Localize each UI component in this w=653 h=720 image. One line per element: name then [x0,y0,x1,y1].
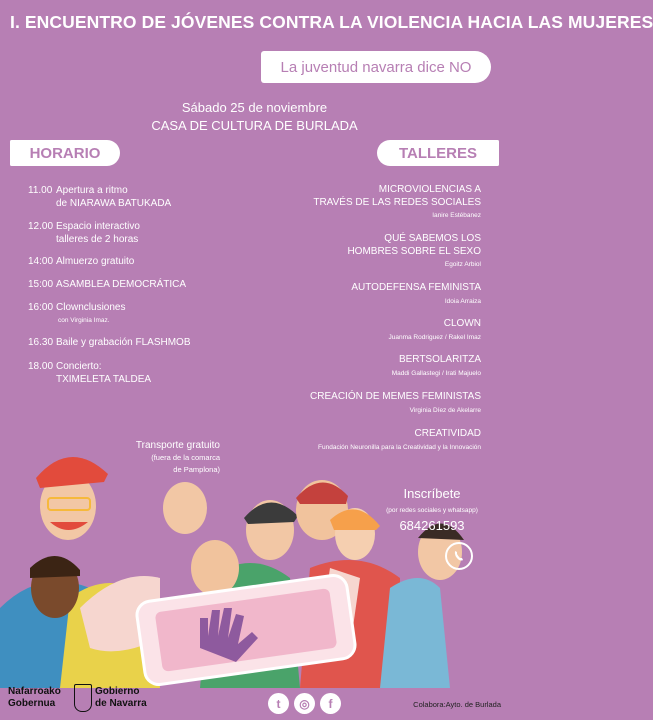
transport-note: Transporte gratuito (fuera de la comarca de Pamplona) [135,440,220,474]
workshop-item: MICROVIOLENCIAS A TRAVÉS DE LAS REDES SOCIALES Ianire Estébanez [313,184,481,219]
navarra-crest-icon [74,684,92,712]
workshop-item: QUÉ SABEMOS LOS HOMBRES SOBRE EL SEXO Egoitz Arbiol [347,233,481,268]
gobierno-navarra-logo-left: Nafarroako Gobernua [8,686,61,709]
schedule-item: 18.00 Concierto: TXIMELETA TALDEA [28,361,152,385]
whatsapp-icon[interactable] [445,542,473,570]
signup-label: Inscríbete [403,486,461,501]
workshop-item: CREACIÓN DE MEMES FEMINISTAS Virginia Díez de Akelarre [310,391,481,414]
signup-box [377,486,487,533]
talleres-tag: TALLERES [377,140,499,166]
signup-phone[interactable]: 684261593 [399,518,465,533]
colabora-credit: Colabora:Ayto. de Burlada [413,700,501,709]
poster-title: I. ENCUENTRO DE JÓVENES CONTRA LA VIOLENCIA HACIA LAS MUJERES [10,12,653,32]
social-links [268,693,341,714]
instagram-icon[interactable]: ◎ [294,693,315,714]
twitter-icon[interactable]: t [268,693,289,714]
event-venue: CASA DE CULTURA DE BURLADA [151,118,358,133]
schedule-item: 15:00 ASAMBLEA DEMOCRÁTICA [28,279,187,290]
workshop-item: CREATIVIDAD Fundación Neuronilla para la Creatividad y la Innovación [318,428,481,451]
schedule-item: 14:00 Almuerzo gratuito [28,256,135,267]
schedule-item: 16:00 Clownclusiones con Virginia Imaz. [28,301,125,327]
workshop-item: CLOWN Juanma Rodriguez / Rakel Imaz [388,318,481,341]
schedule-sub: con Virginia Imaz. [58,317,110,324]
facebook-icon[interactable]: f [320,693,341,714]
event-date: Sábado 25 de noviembre [181,100,328,115]
tagline-banner: La juventud navarra dice NO [261,51,491,83]
youth-selfie-illustration [0,448,509,688]
workshop-item: AUTODEFENSA FEMINISTA Idoia Arraiza [351,282,481,305]
horario-tag: HORARIO [10,140,120,166]
workshop-item: BERTSOLARITZA Maddi Gallastegi / Irati Majuelo [391,354,481,377]
schedule-item: 16.30 Baile y grabación FLASHMOB [28,337,191,348]
gobierno-navarra-logo-right: Gobierno de Navarra [95,686,147,709]
schedule-item: 11.00 Apertura a ritmo de NIARAWA BATUKADA [28,185,172,209]
signup-note: (por redes sociales y whatsapp) [386,507,478,514]
schedule-item: 12.00 Espacio interactivo talleres de 2 horas [28,221,140,245]
